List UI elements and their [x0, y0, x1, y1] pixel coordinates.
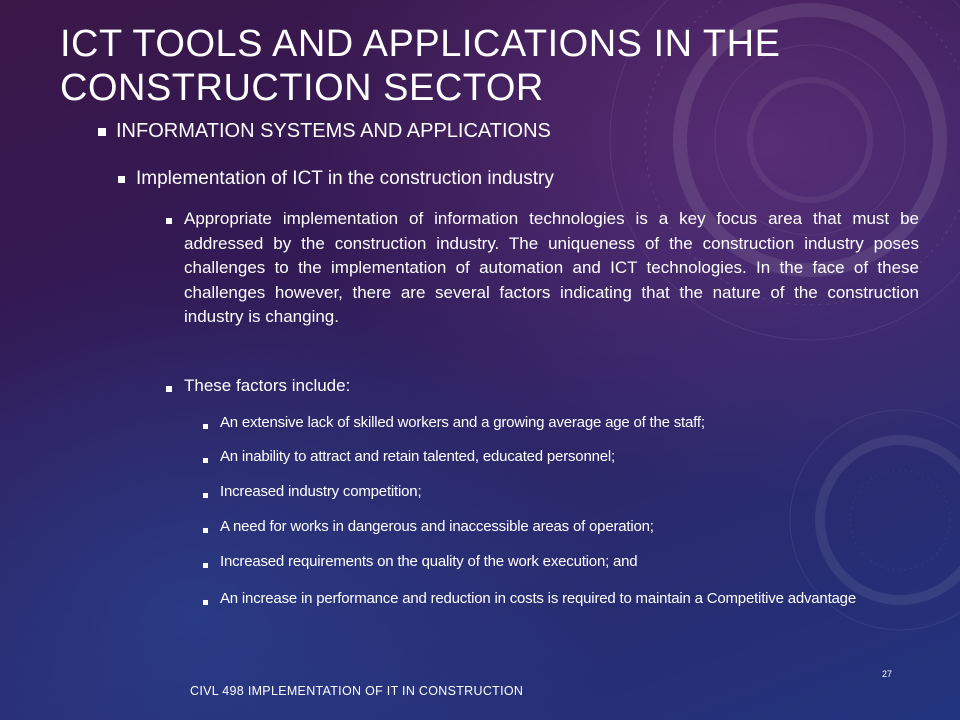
square-bullet-icon — [203, 490, 208, 500]
body-paragraph: Appropriate implementation of information technologies is a key focus area that must be addressed by the construction industry. The uniqueness of the construction industry poses challenges to the implementation of automation and ICT technologies. In the face of these challenges however, there are several factors indicating that the nature of the construction industry is changing. — [184, 209, 919, 326]
square-bullet-icon — [118, 175, 125, 185]
square-bullet-icon — [203, 560, 208, 570]
factor-item: An increase in performance and reduction in costs is required to maintain a Competitive advantage — [220, 590, 856, 607]
factor-item: Increased industry competition; — [220, 483, 422, 500]
level1-heading: INFORMATION SYSTEMS AND APPLICATIONS — [116, 120, 551, 142]
square-bullet-icon — [98, 128, 106, 138]
square-bullet-icon — [166, 384, 172, 394]
factor-item: A need for works in dangerous and inaccessible areas of operation; — [220, 518, 654, 535]
square-bullet-icon — [203, 421, 208, 431]
square-bullet-icon — [166, 216, 172, 226]
factor-item: An inability to attract and retain talented, educated personnel; — [220, 448, 615, 465]
factors-intro: These factors include: — [184, 376, 351, 395]
level2-heading: Implementation of ICT in the construction industry — [136, 168, 554, 189]
square-bullet-icon — [203, 455, 208, 465]
slide-title: ICT TOOLS AND APPLICATIONS IN THE CONSTRUCTION SECTOR — [60, 23, 781, 109]
factor-item: Increased requirements on the quality of the work execution; and — [220, 553, 638, 570]
footer-text: CIVL 498 IMPLEMENTATION OF IT IN CONSTRUCTION — [190, 684, 524, 698]
square-bullet-icon — [203, 525, 208, 535]
page-number: 27 — [882, 669, 893, 679]
square-bullet-icon — [203, 597, 208, 607]
factor-item: An extensive lack of skilled workers and a growing average age of the staff; — [220, 414, 705, 431]
